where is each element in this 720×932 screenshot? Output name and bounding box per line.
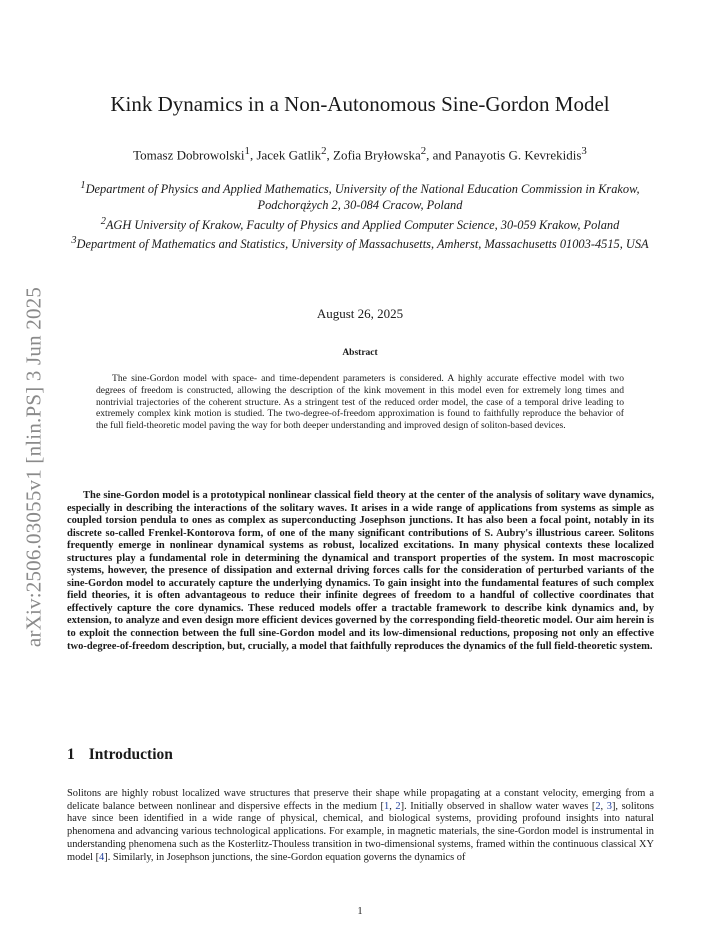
affiliation-mark: 1 (80, 180, 86, 191)
affiliation (60, 214, 660, 233)
citation-link[interactable]: 3 (606, 800, 612, 812)
author-name: Panayotis G. Kevrekidis (454, 147, 582, 163)
arxiv-sidebar (14, 262, 54, 672)
intro-paragraph (67, 788, 654, 864)
summary-paragraph: The sine-Gordon model is a prototypical nonlinear classical field theory at the center of the analysis of solitary wave dynamics, especially in describing the interactions of the solitary waves. It arises in a wide range of applications from systems as simple as coupled torsion pendula to ones as complex as superconducting Josephson junctions. It has also been a focal point, notably in its discrete so-called Frenkel-Kontorova form, of one of the many significant contributions of S. Aubry's illustrious career. Solitons frequently emerge in nonlinear dynamical systems as robust, localized excitations. In many physical contexts these localized structures play a fundamental role in determining the dynamical and transport properties of the system. In most macroscopic systems, however, the presence of dissipation and external driving forces calls for the consideration of perturbed variants of the sine-Gordon model to accurately capture the underlying dynamics. To gain insight into the fundamental features of such complex field theories, it is often advantageous to reduce their infinite degrees of freedom to a handful of collective coordinates that effectively capture the core dynamics. These reduced models offer a tractable framework to describe kink dynamics and, by extension, to analyze and even design more efficient devices governed by the corresponding field-theoretic model. Our aim herein is to exploit the connection between the full sine-Gordon model and its low-dimensional reductions, proposing not only an effective two-degree-of-freedom description, but, crucially, a model that faithfully reproduces the dynamics of the full field-theoretic system. (67, 490, 654, 652)
abstract-body: The sine-Gordon model with space- and time-dependent parameters is considered. A highly accurate effective model with two degrees of freedom is constructed, allowing the description of the kink movement in this model even for extremely long times and nontrivial trajectories of the coherent structure. As a stringent test of the reduced order model, the case of a temporal drive leading to extremely complex kink motion is studied. The two-degree-of-freedom approximation is found to faithfully reproduce the behavior of the full field-theoretic model paving the way for both deeper understanding and improved design of soliton-based devices. (96, 373, 624, 432)
author-name: Zofia Bryłowska (333, 147, 421, 163)
author-list (60, 142, 660, 164)
page-number: 1 (357, 906, 363, 917)
author-affiliation-mark: 2 (420, 145, 427, 157)
affiliation (60, 233, 660, 252)
citation-link[interactable]: 2 (595, 800, 601, 812)
affiliation-text: AGH University of Krakow, Faculty of Physics and Applied Computer Science, 30-059 Krakow, Poland (105, 217, 620, 232)
arxiv-identifier: arXiv:2506.03055v1 [nlin.PS] 3 Jun 2025 (21, 286, 46, 648)
affiliation-mark: 2 (100, 215, 106, 227)
abstract-heading: Abstract (342, 348, 378, 358)
section-heading (67, 746, 173, 764)
intro-text: ]. Similarly, in Josephson junctions, the sine-Gordon equation governs the dynamics of (104, 851, 466, 863)
citation-link[interactable]: 1 (384, 800, 390, 812)
author-affiliation-mark: 3 (581, 145, 587, 157)
affiliation-text: Department of Mathematics and Statistics, University of Massachusetts, Amherst, Massachusetts 01003-4515, USA (76, 237, 649, 252)
affiliation (60, 178, 660, 214)
author-name: Tomasz Dobrowolski (133, 147, 245, 163)
citation-link[interactable]: 2 (395, 800, 401, 812)
author-affiliation-mark: 2 (321, 145, 327, 157)
author-separator: , (249, 147, 257, 163)
intro-text: , (600, 800, 607, 812)
citation-link[interactable]: 4 (99, 851, 105, 863)
section-number: 1 (67, 746, 75, 763)
author-affiliation-mark: 1 (244, 145, 250, 157)
intro-text: Solitons are highly robust localized wave structures that preserve their shape while propagating at a constant velocity, emerging from a delicate balance between nonlinear and dispersive effects in the medium [ (67, 788, 654, 812)
affiliation-mark: 3 (71, 235, 77, 247)
intro-text: ], solitons have since been identified in a wide range of physical, chemical, and biological systems, providing profound insights into natural phenomena and advancing various technological applications. For example, in magnetic materials, the sine-Gordon model is instrumental in understanding phenomena such as the Kosterlitz-Thouless transition in two-dimensional systems, framed within the continuous classical XY model [ (67, 800, 654, 863)
intro-text: ]. Initially observed in shallow water waves [ (400, 800, 596, 812)
paper-title: Kink Dynamics in a Non-Autonomous Sine-Gordon Model (110, 92, 610, 116)
section-title: Introduction (88, 746, 173, 763)
affiliation-list (60, 178, 660, 253)
intro-text: , (389, 800, 396, 812)
publication-date: August 26, 2025 (316, 306, 404, 321)
author-separator: , and (426, 147, 455, 163)
author-name: Jacek Gatlik (256, 147, 322, 163)
affiliation-text: Department of Physics and Applied Mathematics, University of the National Education Commission in Krakow, Podchorążych 2, 30-084 Cracow, Poland (85, 182, 640, 213)
author-separator: , (326, 147, 333, 163)
